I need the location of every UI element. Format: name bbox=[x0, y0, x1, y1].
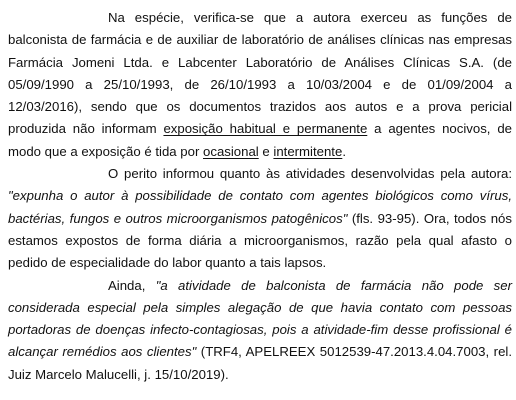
paragraph-2-text-b: (fls. 93-95). Ora, todos nós estamos expostos de forma diária a microorganismos, razão pela qual afasto o pedido de especialidade do labor quanto a tais lapsos. bbox=[8, 210, 512, 271]
paragraph-3 bbox=[8, 275, 512, 386]
underlined-exposicao-habitual: exposição habitual e permanente bbox=[163, 121, 368, 137]
paragraph-3-quote: "a atividade de balconista de farmácia não pode ser considerada especial pela simples alegação de que havia contato com pessoas portadoras de doenças infecto-contagiosas, pois a atividade-fim desse profissional é alcançar remédios aos clientes" bbox=[8, 277, 513, 360]
paragraph-2-text-a: O perito informou quanto às atividades desenvolvidas pela autora: bbox=[108, 166, 512, 182]
paragraph-1-text-d: . bbox=[342, 143, 346, 159]
paragraph-3-text-b: (TRF4, APELREEX 5012539-47.2013.4.04.7003, rel. Juiz Marcelo Malucelli, j. 15/10/2019). bbox=[8, 344, 512, 382]
underlined-intermitente: intermitente bbox=[273, 143, 343, 159]
paragraph-3-text-a: Ainda, bbox=[108, 277, 156, 293]
underlined-ocasional: ocasional bbox=[203, 143, 259, 159]
paragraph-1 bbox=[8, 7, 512, 163]
paragraph-1-text-b: a agentes nocivos, de modo que a exposição é tida por bbox=[8, 121, 512, 159]
paragraph-2 bbox=[8, 163, 512, 274]
paragraph-1-text-a: Na espécie, verifica-se que a autora exerceu as funções de balconista de farmácia e de auxiliar de laboratório de análises clínicas nas empresas Farmácia Jomeni Ltda. e Labcenter Laboratório de Análises Clínicas S.A. (de 05/09/1990 a 25/10/1993, de 26/10/1993 a 10/03/2004 e de 01/09/2004 a 12/03/2016), sendo que os documentos trazidos aos autos e a prova pericial produzida não informam bbox=[8, 10, 512, 137]
paragraph-1-text-c: e bbox=[258, 143, 274, 159]
paragraph-2-quote: "expunha o autor à possibilidade de contato com agentes biológicos como vírus, bactérias, fungos e outros microorganismos patogênicos" bbox=[8, 188, 512, 226]
